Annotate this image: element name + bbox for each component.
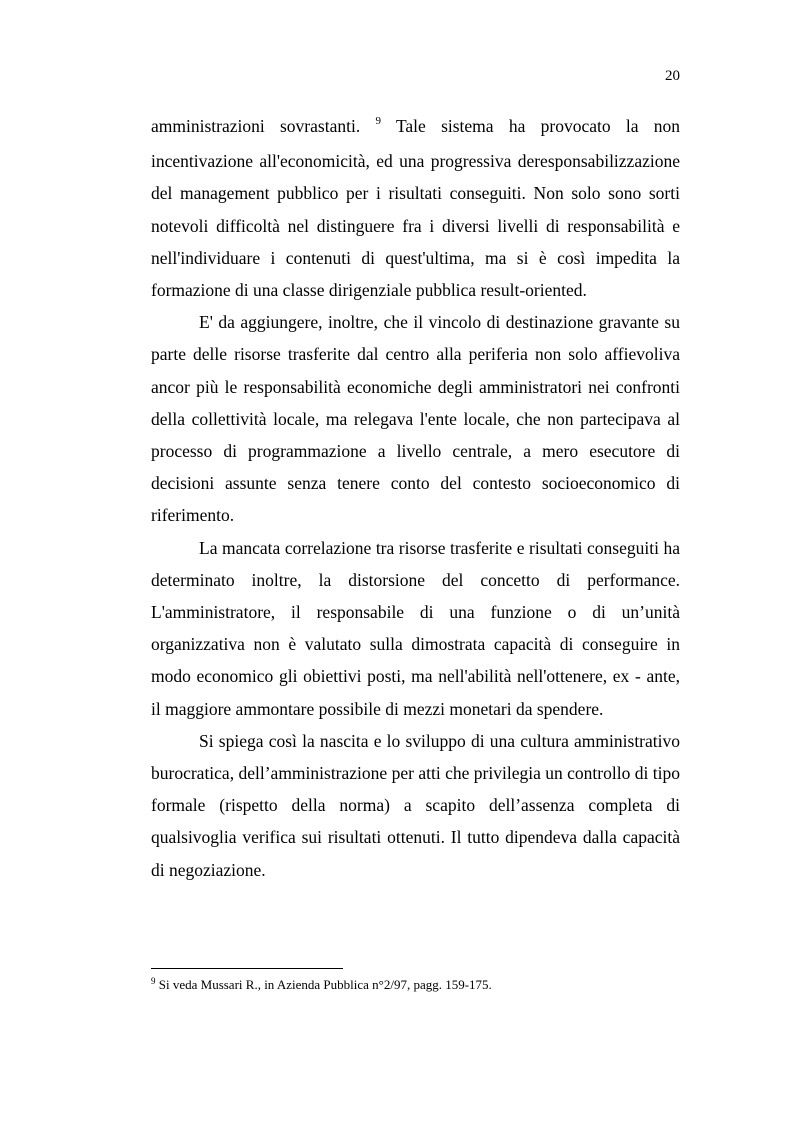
footnote — [151, 976, 680, 995]
paragraph-4: Si spiega così la nascita e lo sviluppo di una cultura amministrativo burocratica, dell’amministrazione per atti che privilegia un controllo di tipo formale (rispetto della norma) a scapito dell’assenza completa di qualsivoglia verifica sui risultati ottenuti. Il tutto dipendeva dalla capacità di negoziazione. — [151, 730, 680, 880]
body-text — [151, 110, 680, 886]
footnote-number: 9 — [151, 976, 156, 986]
paragraph-1-rest: Tale sistema ha provocato la non incentivazione all'economicità, ed una progressiva deresponsabilizzazione del management pubblico per i risultati conseguiti. Non solo sono sorti notevoli difficoltà nel distinguere fra i diversi livelli di responsabilità e nell'individuare i contenuti di quest'ultima, ma si è così impedita la formazione di una classe dirigenziale pubblica result-oriented. — [151, 116, 681, 301]
paragraph-2: E' da aggiungere, inoltre, che il vincolo di destinazione gravante su parte delle risorse trasferite dal centro alla periferia non solo affievoliva ancor più le responsabilità economiche degli amministratori nei confronti della collettività locale, ma relegava l'ente locale, che non partecipava al processo di programmazione a livello centrale, a mero esecutore di decisioni assunte senza tenere conto del contesto socioeconomico di riferimento. — [151, 312, 680, 526]
footnote-text: Si veda Mussari R., in Azienda Pubblica n°2/97, pagg. 159-175. — [155, 977, 492, 992]
paragraph-1-lead: amministrazioni sovrastanti. — [151, 116, 361, 136]
paragraph-3: La mancata correlazione tra risorse trasferite e risultati conseguiti ha determinato inoltre, la distorsione del concetto di performance. L'amministratore, il responsabile di una funzione o di un’unità organizzativa non è valutato sulla dimostrata capacità di conseguire in modo economico gli obiettivi posti, ma nell'abilità nell'ottenere, ex - ante, il maggiore ammontare possibile di mezzi monetari da spendere. — [151, 537, 680, 719]
paragraph-1 — [151, 110, 680, 306]
footnote-reference: 9 — [375, 115, 381, 127]
footnote-separator — [151, 968, 343, 969]
page-number: 20 — [665, 68, 680, 84]
